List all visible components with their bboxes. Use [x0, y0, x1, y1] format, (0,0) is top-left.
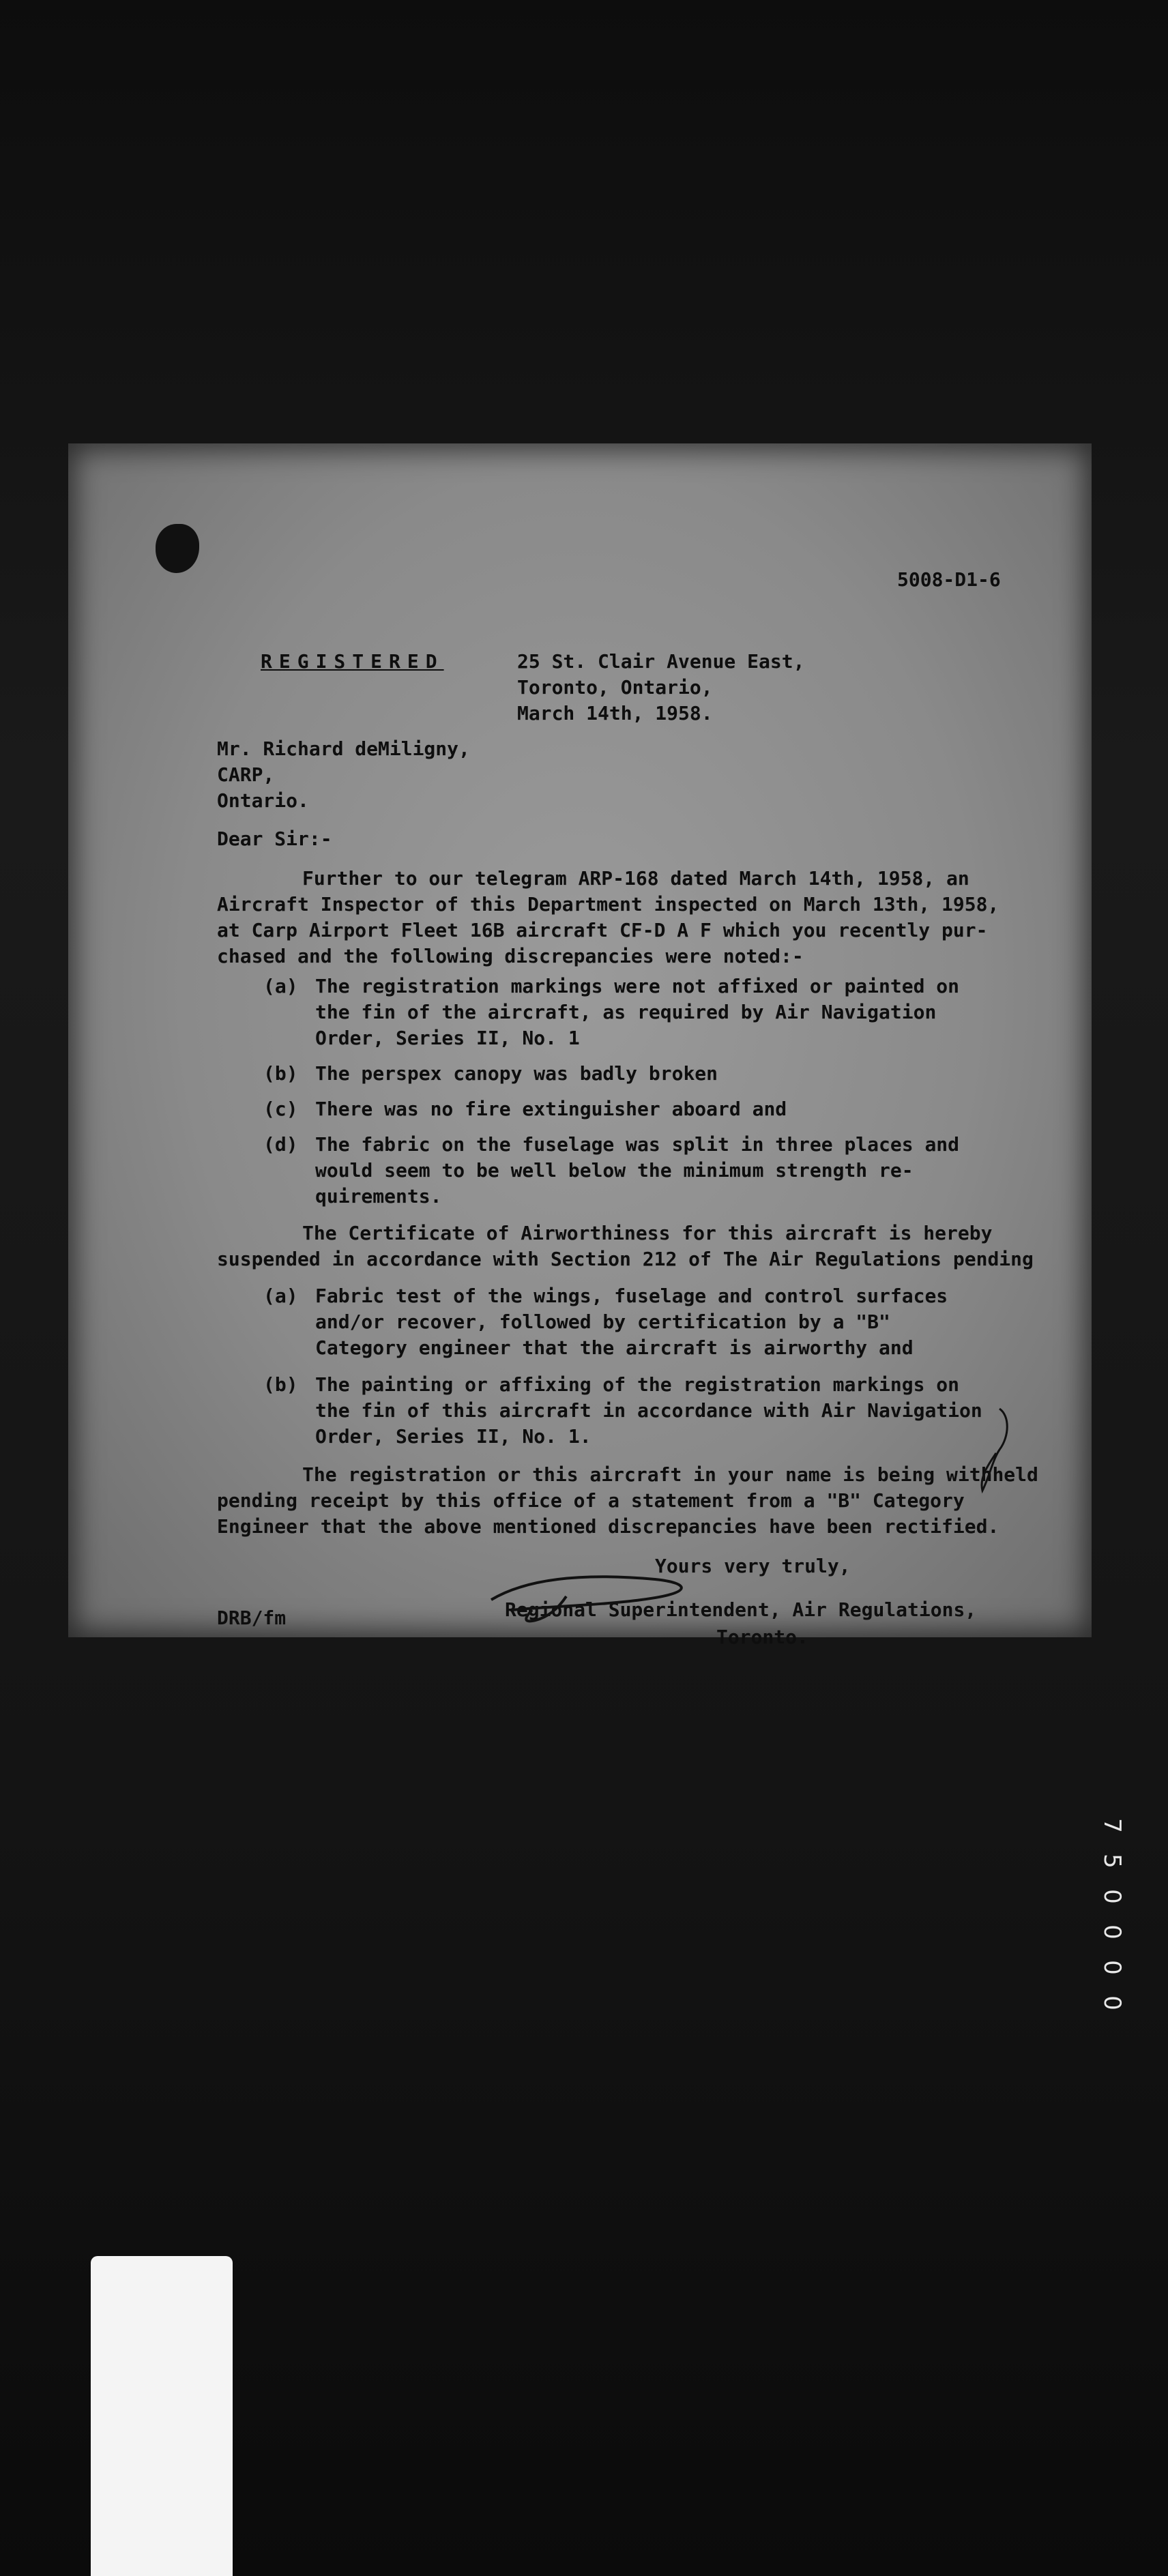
list-marker: (b) — [263, 1062, 298, 1085]
registered-label: REGISTERED — [261, 650, 444, 673]
sender-address-line: 25 St. Clair Avenue East, — [517, 650, 805, 673]
list-item-line: Category engineer that the aircraft is airworthy and — [315, 1336, 914, 1359]
signatory-title: Regional Superintendent, Air Regulations, — [505, 1598, 977, 1621]
closing: Yours very truly, — [655, 1555, 851, 1577]
typist-initials: DRB/fm — [217, 1607, 287, 1629]
body-line: The Certificate of Airworthiness for this aircraft is hereby — [302, 1222, 993, 1244]
list-marker: (a) — [263, 1285, 298, 1307]
body-line: suspended in accordance with Section 212 of The Air Regulations pending — [217, 1248, 1034, 1270]
margin-pencil-mark — [972, 1402, 1013, 1497]
recipient-address-line: CARP, — [217, 763, 275, 786]
list-item-line: Order, Series II, No. 1 — [315, 1027, 580, 1049]
list-item-line: quirements. — [315, 1185, 442, 1208]
list-item-line: Fabric test of the wings, fuselage and control surfaces — [315, 1285, 948, 1307]
ink-blot — [156, 524, 199, 573]
letter-page — [68, 443, 1092, 1648]
list-marker: (b) — [263, 1373, 298, 1396]
list-item-line: the fin of this aircraft in accordance with Air Navigation — [315, 1399, 982, 1422]
signatory-city: Toronto. — [716, 1626, 808, 1648]
file-reference: 5008-D1-6 — [897, 568, 1001, 591]
list-item-line: The painting or affixing of the registration markings on — [315, 1373, 960, 1396]
frame-number-digit: 0 — [1098, 1924, 1126, 1940]
body-line: Aircraft Inspector of this Department inspected on March 13th, 1958, — [217, 893, 999, 916]
body-line: Engineer that the above mentioned discrepancies have been rectified. — [217, 1515, 999, 1538]
body-line: pending receipt by this office of a statement from a "B" Category — [217, 1489, 965, 1512]
frame-number-digit: 0 — [1098, 1960, 1126, 1975]
frame-number — [1098, 1808, 1126, 2021]
list-marker: (d) — [263, 1133, 298, 1156]
frame-number-digit: 5 — [1098, 1854, 1126, 1869]
list-item-line: the fin of the aircraft, as required by Air Navigation — [315, 1001, 937, 1023]
list-item-line: The registration markings were not affixed or painted on — [315, 975, 960, 997]
handwritten-signature — [484, 1552, 703, 1627]
list-item-line: There was no fire extinguisher aboard and — [315, 1098, 787, 1120]
body-line: Further to our telegram ARP-168 dated March 14th, 1958, an — [302, 867, 969, 890]
sender-address-line: Toronto, Ontario, — [517, 676, 713, 699]
list-item-line: Order, Series II, No. 1. — [315, 1425, 592, 1448]
list-item-line: and/or recover, followed by certification by a "B" — [315, 1311, 890, 1333]
list-item-line: The perspex canopy was badly broken — [315, 1062, 718, 1085]
body-line: The registration or this aircraft in your name is being withheld — [302, 1463, 1038, 1486]
frame-number-digit: 7 — [1098, 1818, 1126, 1833]
recipient-name: Mr. Richard deMiligny, — [217, 737, 470, 760]
list-item-line: The fabric on the fuselage was split in three places and — [315, 1133, 960, 1156]
recipient-address-line: Ontario. — [217, 789, 309, 812]
body-line: chased and the following discrepancies were noted:- — [217, 945, 804, 967]
list-marker: (c) — [263, 1098, 298, 1120]
film-leader-tab — [91, 2256, 233, 2576]
frame-number-digit: 0 — [1098, 1889, 1126, 1904]
salutation: Dear Sir:- — [217, 828, 332, 850]
letter-date: March 14th, 1958. — [517, 702, 713, 724]
list-marker: (a) — [263, 975, 298, 997]
list-item-line: would seem to be well below the minimum strength re- — [315, 1159, 914, 1182]
body-line: at Carp Airport Fleet 16B aircraft CF-D A F which you recently pur- — [217, 919, 988, 941]
frame-number-digit: 0 — [1098, 1995, 1126, 2010]
